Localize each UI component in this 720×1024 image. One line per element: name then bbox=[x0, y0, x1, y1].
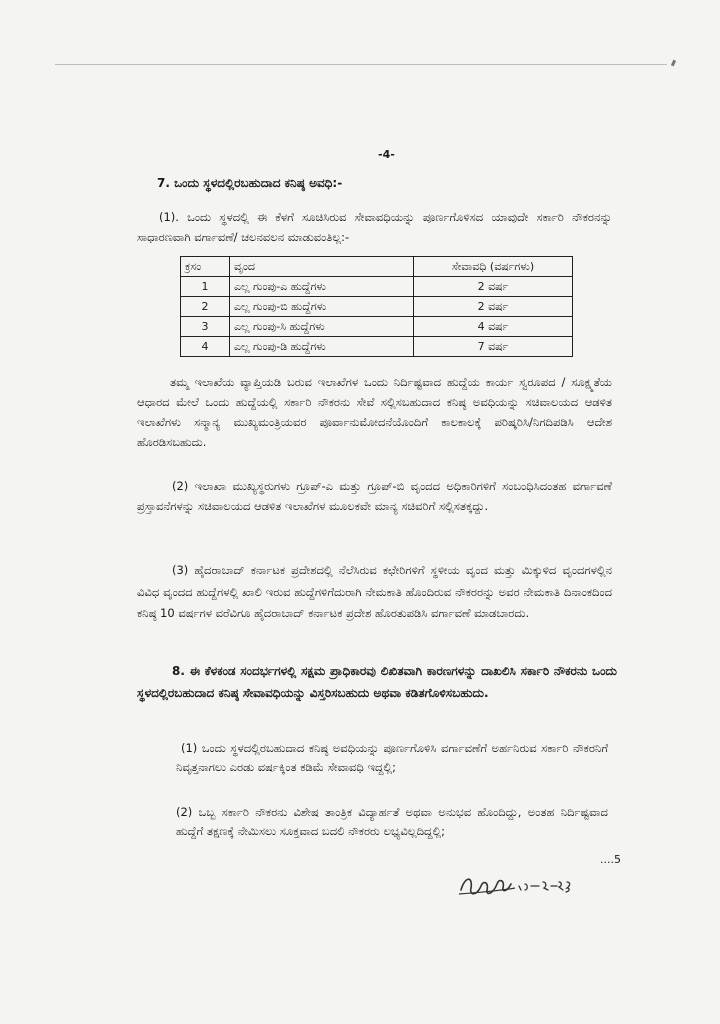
paragraph-1: (1). ಒಂದು ಸ್ಥಳದಲ್ಲಿ ಈ ಕೆಳಗೆ ಸೂಚಿಸಿರುವ ಸೇವಾವಧಿಯನ್ನು ಪೂರ್ಣಗೊಳಿಸದ ಯಾವುದೇ ಸರ್ಕಾರಿ ನೌಕರನನ್ನು ಸಾಧಾರಣವಾಗಿ ವರ್ಗಾವಣೆ/ ಚಲನವಲನ ಮಾಡುವಂತಿಲ್ಲ:- bbox=[137, 210, 612, 244]
page-number: -4- bbox=[378, 148, 395, 161]
paragraph-4: (3) ಹೈದರಾಬಾದ್ ಕರ್ನಾಟಕ ಪ್ರದೇಶದಲ್ಲಿ ನೆಲೆಸಿರುವ ಕಛೇರಿಗಳಿಗೆ ಸ್ಥಳೀಯ ವೃಂದ ಮತ್ತು ಮಿಕ್ಕುಳಿದ ವೃಂದಗಳಲ್ಲಿನ ವಿವಿಧ ವೃಂದದ ಹುದ್ದೆಗಳಲ್ಲಿ ಖಾಲಿ ಇರುವ ಹುದ್ದೆಗಳಿಗೆದುರಾಗಿ ನೇಮಕಾತಿ ಹೊಂದಿರುವ ನೌಕರರನ್ನು ಅವರ ನೇಮಕಾತಿ ದಿನಾಂಕದಿಂದ ಕನಿಷ್ಠ 10 ವರ್ಷಗಳ ವರೆವಿಗೂ ಹೈದರಾಬಾದ್ ಕರ್ನಾಟಕ ಪ್ರದೇಶ ಹೊರತುಪಡಿಸಿ ವರ್ಗಾವಣೆ ಮಾಡಬಾರದು. bbox=[137, 563, 612, 620]
cell-cadre: ಎಲ್ಲ ಗುಂಪು-ಡಿ ಹುದ್ದೆಗಳು bbox=[230, 337, 414, 357]
header-serial: ಕ್ರಸಂ bbox=[181, 257, 230, 277]
cell-cadre: ಎಲ್ಲ ಗುಂಪು-ಬಿ ಹುದ್ದೆಗಳು bbox=[230, 297, 414, 317]
cell-serial: 4 bbox=[181, 337, 230, 357]
header-period: ಸೇವಾವಧಿ (ವರ್ಷಗಳು) bbox=[414, 257, 573, 277]
paragraph-7: (2) ಒಬ್ಬ ಸರ್ಕಾರಿ ನೌಕರನು ವಿಶೇಷ ತಾಂತ್ರಿಕ ವಿದ್ಯಾರ್ಹತೆ ಅಥವಾ ಅನುಭವ ಹೊಂದಿದ್ದು, ಅಂತಹ ನಿರ್ದಿಷ್ಟವಾದ ಹುದ್ದೆಗೆ ತಕ್ಷಣಕ್ಕೆ ನೇಮಿಸಲು ಸೂಕ್ತವಾದ ಬದಲಿ ನೌಕರರು ಲಭ್ಯವಿಲ್ಲದಿದ್ದಲ್ಲಿ; bbox=[176, 805, 608, 838]
handwritten-signature bbox=[455, 868, 580, 908]
cell-cadre: ಎಲ್ಲ ಗುಂಪು-ಎ ಹುದ್ದೆಗಳು bbox=[230, 277, 414, 297]
cell-period: 2 ವರ್ಷ bbox=[414, 297, 573, 317]
cell-serial: 2 bbox=[181, 297, 230, 317]
cell-cadre: ಎಲ್ಲ ಗುಂಪು-ಸಿ ಹುದ್ದೆಗಳು bbox=[230, 317, 414, 337]
header-cadre: ವೃಂದ bbox=[230, 257, 414, 277]
paragraph-6: (1) ಒಂದು ಸ್ಥಳದಲ್ಲಿರಬಹುದಾದ ಕನಿಷ್ಠ ಅವಧಿಯನ್ನು ಪೂರ್ಣಗೊಳಿಸಿ ವರ್ಗಾವಣೆಗೆ ಅರ್ಹನಿರುವ ಸರ್ಕಾರಿ ನೌಕರನಿಗೆ ನಿವೃತ್ತನಾಗಲು ಎರಡು ವರ್ಷಕ್ಕಿಂತ ಕಡಿಮೆ ಸೇವಾವಧಿ ಇದ್ದಲ್ಲಿ; bbox=[176, 741, 608, 774]
cell-period: 2 ವರ್ಷ bbox=[414, 277, 573, 297]
cell-period: 7 ವರ್ಷ bbox=[414, 337, 573, 357]
cell-serial: 3 bbox=[181, 317, 230, 337]
scan-mark bbox=[671, 60, 676, 67]
paragraph-3: (2) ಇಲಾಖಾ ಮುಖ್ಯಸ್ಥರುಗಳು ಗ್ರೂಪ್-ಎ ಮತ್ತು ಗ್ರೂಪ್-ಬಿ ವೃಂದದ ಅಧಿಕಾರಿಗಳಿಗೆ ಸಂಬಂಧಿಸಿದಂತಹ ವರ್ಗಾವಣೆ ಪ್ರಸ್ತಾವನೆಗಳನ್ನು ಸಚಿವಾಲಯದ ಆಡಳಿತ ಇಲಾಖೆಗಳ ಮೂಲಕವೇ ಮಾನ್ಯ ಸಚಿವರಿಗೆ ಸಲ್ಲಿಸತಕ್ಕದ್ದು. bbox=[137, 479, 612, 513]
table-row bbox=[181, 317, 573, 337]
table-header-row bbox=[181, 257, 573, 277]
continuation-marker: ....5 bbox=[600, 853, 621, 866]
section-heading: 7. ಒಂದು ಸ್ಥಳದಲ್ಲಿರಬಹುದಾದ ಕನಿಷ್ಠ ಅವಧಿ:- bbox=[157, 176, 343, 190]
paragraph-5-bold: 8. ಈ ಕೆಳಕಂಡ ಸಂದರ್ಭಗಳಲ್ಲಿ ಸಕ್ಷಮ ಪ್ರಾಧಿಕಾರವು ಲಿಖಿತವಾಗಿ ಕಾರಣಗಳನ್ನು ದಾಖಲಿಸಿ ಸರ್ಕಾರಿ ನೌಕರನು ಒಂದು ಸ್ಥಳದಲ್ಲಿರಬಹುದಾದ ಕನಿಷ್ಠ ಸೇವಾವಧಿಯನ್ನು ವಿಸ್ತರಿಸಬಹುದು ಅಥವಾ ಕಡಿತಗೊಳಿಸಬಹುದು. bbox=[137, 664, 617, 700]
table-row bbox=[181, 277, 573, 297]
table-row bbox=[181, 297, 573, 317]
table-row bbox=[181, 337, 573, 357]
paragraph-2: ತಮ್ಮ ಇಲಾಖೆಯ ವ್ಯಾಪ್ತಿಯಡಿ ಬರುವ ಇಲಾಖೆಗಳ ಒಂದು ನಿರ್ದಿಷ್ಟವಾದ ಹುದ್ದೆಯ ಕಾರ್ಯ ಸ್ವರೂಪದ / ಸೂಕ್ಷ್ಮತೆಯ ಆಧಾರದ ಮೇಲೆ ಒಂದು ಹುದ್ದೆಯಲ್ಲಿ ಸರ್ಕಾರಿ ನೌಕರನು ಸೇವೆ ಸಲ್ಲಿಸಬಹುದಾದ ಕನಿಷ್ಠ ಅವಧಿಯನ್ನು ಸಚಿವಾಲಯದ ಆಡಳಿತ ಇಲಾಖೆಗಳು ಸನ್ಮಾನ್ಯ ಮುಖ್ಯಮಂತ್ರಿಯವರ ಪೂರ್ವಾನುಮೋದನೆಯೊಂದಿಗೆ ಕಾಲಕಾಲಕ್ಕೆ ಪರಿಷ್ಕರಿಸಿ/ನಿಗದಿಪಡಿಸಿ ಆದೇಶ ಹೊರಡಿಸಬಹುದು. bbox=[137, 375, 612, 449]
cell-period: 4 ವರ್ಷ bbox=[414, 317, 573, 337]
cell-serial: 1 bbox=[181, 277, 230, 297]
top-rule bbox=[55, 64, 667, 65]
service-period-table bbox=[180, 256, 573, 357]
